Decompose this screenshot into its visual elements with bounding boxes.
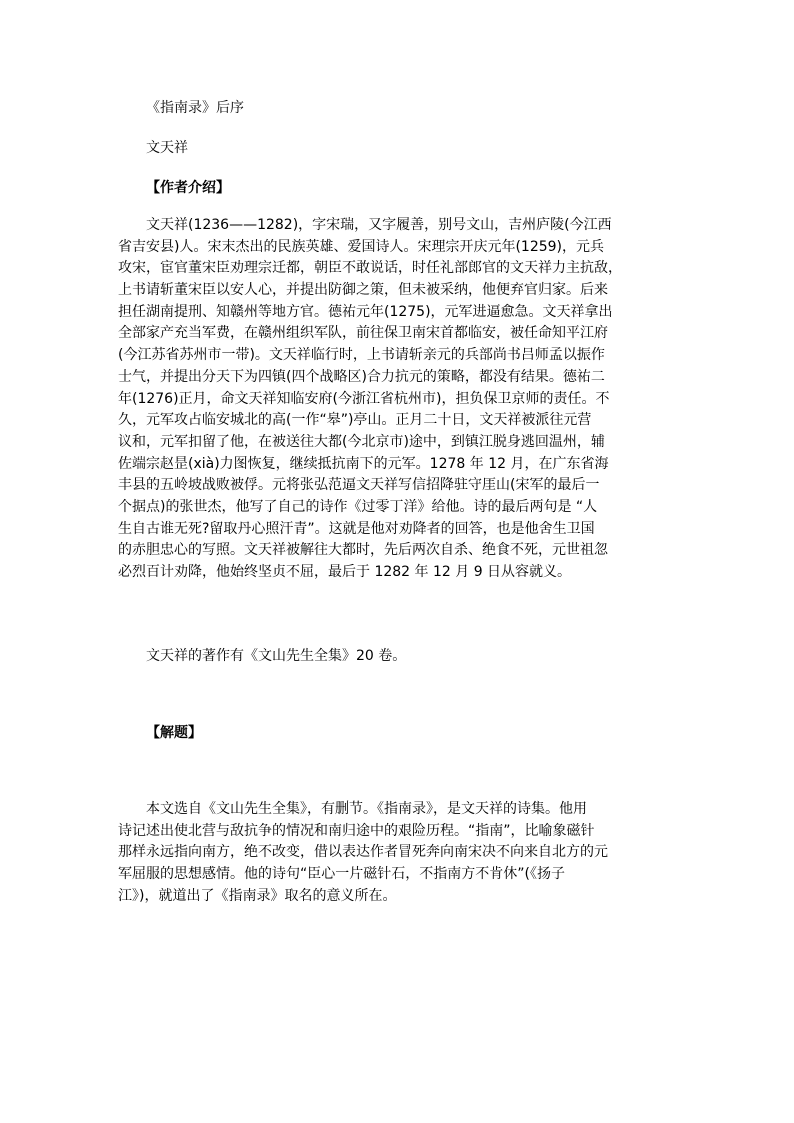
paragraph-line: 担任湖南提刑、知赣州等地方官。德祐元年(1275)，元军进逼愈急。文天祥拿出	[118, 303, 613, 320]
paragraph-line: 士气，并提出分天下为四镇(四个战略区)合力抗元的策略，都没有结果。德祐二	[118, 368, 605, 385]
author-name: 文天祥	[146, 140, 188, 156]
paragraph-line: 全部家产充当军费，在赣州组织军队，前往保卫南宋首都临安，被任命知平江府	[118, 325, 608, 342]
paragraph-line: 攻宋，宦官董宋臣劝理宗迁都，朝臣不敢说话，时任礼部郎官的文天祥力主抗敌，	[118, 260, 622, 277]
paragraph-line: 必烈百计劝降，他始终坚贞不屈，最后于 1282 年 12 月 9 日从容就义。	[118, 564, 572, 580]
paragraph-line: 文天祥(1236——1282)，字宋瑞，又字履善，别号文山，吉州庐陵(今江西	[146, 217, 612, 233]
explanation-heading: 【解题】	[146, 725, 202, 741]
paragraph-line: 生自古谁无死?留取丹心照汗青”。这就是他对劝降者的回答，也是他舍生卫国	[118, 520, 595, 537]
paragraph-line: 丰县的五岭坡战败被俘。元将张弘范逼文天祥写信招降驻守厓山(宋军的最后一	[118, 477, 600, 494]
paragraph-line: 上书请斩董宋臣以安人心，并提出防御之策，但未被采纳，他便弃官归家。后来	[118, 282, 608, 299]
paragraph-line: 本文选自《文山先生全集》，有删节。《指南录》，是文天祥的诗集。他用	[146, 801, 587, 817]
author-intro-heading: 【作者介绍】	[146, 180, 230, 196]
paragraph-line: 久，元军攻占临安城北的高(一作“皋”)亭山。正月二十日，文天祥被派往元营	[118, 412, 592, 429]
paragraph-line: 佐端宗赵昰(xià)力图恢复，继续抵抗南下的元军。1278 年 12 月，在广东省海	[118, 455, 609, 472]
document-title: 《指南录》后序	[146, 100, 244, 116]
paragraph-line: 江》)，就道出了《指南录》取名的意义所在。	[118, 887, 397, 904]
works-line: 文天祥的著作有《文山先生全集》20 卷。	[146, 648, 407, 664]
explanation-paragraph	[118, 799, 638, 907]
paragraph-line: 那样永远指向南方，绝不改变，借以表达作者冒死奔向南宋决不向来自北方的元	[118, 844, 608, 861]
paragraph-line: 个据点)的张世杰，他写了自己的诗作《过零丁洋》给他。诗的最后两句是 “人	[118, 498, 598, 515]
paragraph-line: 军屈服的思想感情。他的诗句“臣心一片磁针石，不指南方不肯休”(《扬子	[118, 866, 565, 883]
paragraph-line: 省吉安县)人。宋末杰出的民族英雄、爱国诗人。宋理宗开庆元年(1259)，元兵	[118, 238, 605, 255]
paragraph-line: 议和，元军扣留了他，在被送往大都(今北京市)途中，到镇江脱身逃回温州，辅	[118, 433, 605, 450]
author-intro-paragraph	[118, 215, 638, 584]
paragraph-line: 的赤胆忠心的写照。文天祥被解往大都时，先后两次自杀、绝食不死，元世祖忽	[118, 542, 608, 559]
paragraph-line: (今江苏省苏州市一带)。文天祥临行时，上书请斩亲元的兵部尚书吕师孟以振作	[118, 347, 605, 364]
paragraph-line: 诗记述出使北营与敌抗争的情况和南归途中的艰险历程。“指南”，比喻象磁针	[118, 822, 595, 839]
paragraph-line: 年(1276)正月，命文天祥知临安府(今浙江省杭州市)，担负保卫京师的责任。不	[118, 390, 610, 407]
